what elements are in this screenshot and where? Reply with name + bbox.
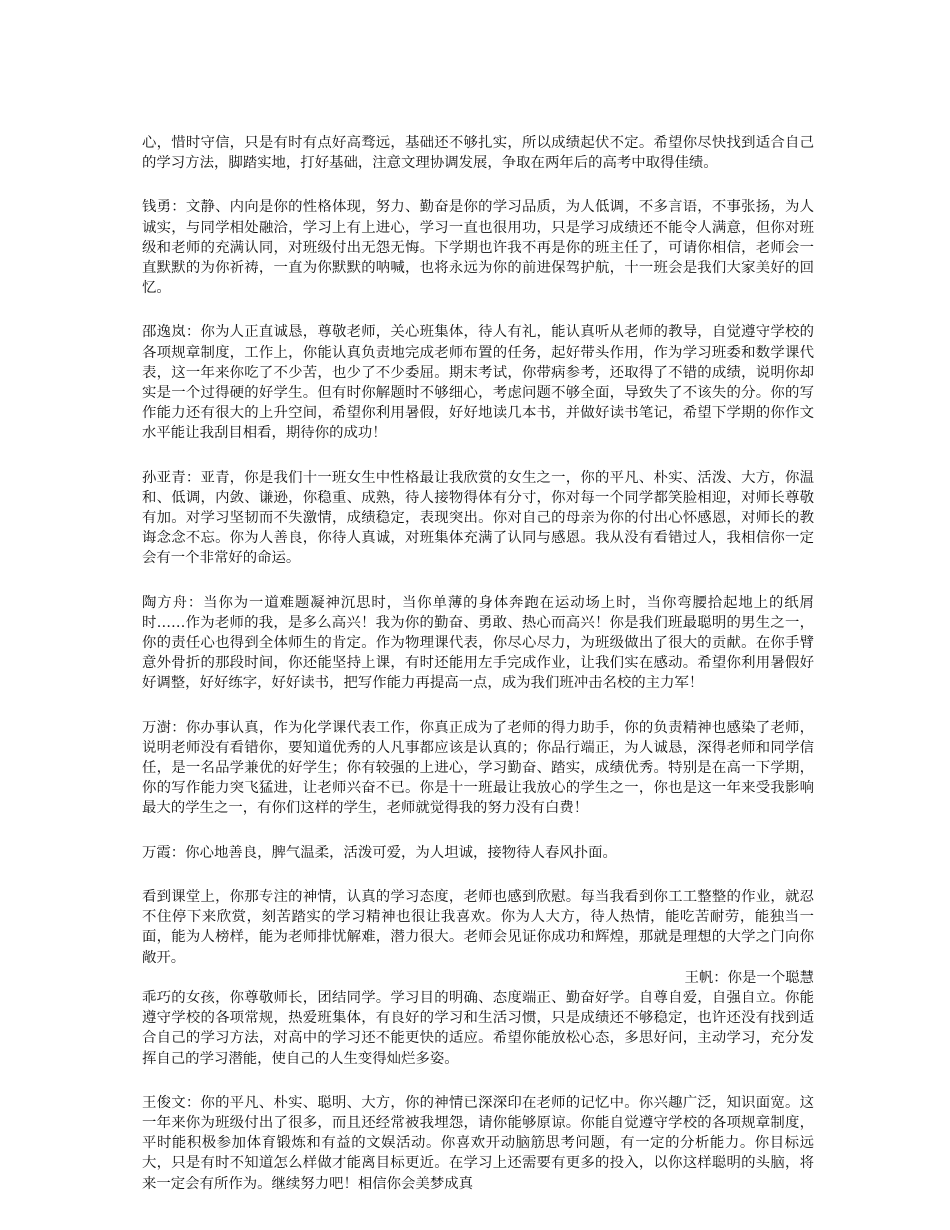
document-body <box>142 133 814 1218</box>
paragraph-wanxia: 万霞：你心地善良，脾气温柔，活泼可爱，为人坦诚，接物待人春风扑面。 <box>142 844 617 861</box>
paragraph-wangjunwen: 王俊文：你的平凡、朴实、聪明、大方，你的神情已深深印在老师的记忆中。你兴趣广泛，知识面宽。这一年来你为班级付出了很多，而且还经常被我埋怨，请你能够原谅。你能自觉遵守学校的各项规章制度，平时能积极参加体育锻炼和有益的文娱活动。你喜欢开动脑筋思考问题，有一定的分析能力。你目标远大，只是有时不知道怎么样做才能离目标更近。在学习上还需要有更多的投入，以你这样聪明的头脑，将来一定会有所作为。继续努力吧！相信你会美梦成真 <box>142 1094 814 1192</box>
paragraph-sunyaqing: 孙亚青：亚青，你是我们十一班女生中性格最让我欣赏的女生之一，你的平凡、朴实、活泼、大方，你温和、低调，内敛、谦逊，你稳重、成熟，待人接物得体有分寸，你对每一个同学都笑脸相迎，对师长尊敬有加。对学习坚韧而不失激情，成绩稳定，表现突出。你对自己的母亲为你的付出心怀感恩，对师长的教诲念念不忘。你为人善良，你待人真诚，对班集体充满了认同与感恩。我从没有看错过人，我相信你一定会有一个非常好的命运。 <box>142 469 814 567</box>
paragraph-wanshu: 万澍：你办事认真，作为化学课代表工作，你真正成为了老师的得力助手，你的负责精神也感染了老师，说明老师没有看错你，要知道优秀的人凡事都应该是认真的；你品行端正，为人诚恳，深得老师和同学信任，是一名品学兼优的好学生；你有较强的上进心，学习勤奋、踏实，成绩优秀。特别是在高一下学期，你的写作能力突飞猛进，让老师兴奋不已。你是十一班最让我放心的学生之一，你也是这一年来受我影响最大的学生之一，有你们这样的学生，老师就觉得我的努力没有白费！ <box>142 719 814 817</box>
paragraph-wangfan-heading: 王帆：你是一个聪慧 <box>684 969 814 986</box>
paragraph-wangfan: 乖巧的女孩，你尊敬师长，团结同学。学习目的明确、态度端正、勤奋好学。自尊自爱，自强自立。你能遵守学校的各项常规，热爱班集体，有良好的学习和生活习惯，只是成绩还不够稳定，也许还没有找到适合自己的学习方法，对高中的学习还不能更快的适应。希望你能放松心态，多思好问，主动学习，充分发挥自己的学习潜能，使自己的人生变得灿烂多姿。 <box>142 989 814 1067</box>
paragraph-shaoyilan: 邵逸岚：你为人正直诚恳，尊敬老师，关心班集体，待人有礼，能认真听从老师的教导，自觉遵守学校的各项规章制度，工作上，你能认真负责地完成老师布置的任务，起好带头作用，作为学习班委和数学课代表，这一年来你吃了不少苦，也少了不少委屈。期末考试，你带病参考，还取得了不错的成绩，说明你却实是一个过得硬的好学生。但有时你解题时不够细心，考虑问题不够全面，导致失了不该失的分。你的写作能力还有很大的上升空间，希望你利用暑假，好好地读几本书，并做好读书笔记，希望下学期的你作文水平能让我刮目相看，期待你的成功！ <box>142 324 814 442</box>
paragraph-intro-continuation: 心，惜时守信，只是有时有点好高骛远，基础还不够扎实，所以成绩起伏不定。希望你尽快找到适合自己的学习方法，脚踏实地，打好基础，注意文理协调发展，争取在两年后的高考中取得佳绩。 <box>142 135 814 172</box>
paragraph-wanxia-continued: 看到课堂上，你那专注的神情，认真的学习态度，老师也感到欣慰。每当我看到你工工整整的作业，就忍不住停下来欣赏，刻苦踏实的学习精神也很让我喜欢。你为人大方，待人热情，能吃苦耐劳，能独当一面，能为人榜样，能为老师排忧解难，潜力很大。老师会见证你成功和辉煌，那就是理想的大学之门向你敞开。 <box>142 888 814 966</box>
paragraph-qianyong: 钱勇：文静、内向是你的性格体现，努力、勤奋是你的学习品质，为人低调，不多言语，不事张扬，为人诚实，与同学相处融洽，学习上有上进心，学习一直也很用功，只是学习成绩还不能令人满意，但你对班级和老师的充满认同，对班级付出无怨无悔。下学期也许我不再是你的班主任了，可请你相信，老师会一直默默的为你祈祷，一直为你默默的呐喊，也将永远为你的前进保驾护航，十一班会是我们大家美好的回忆。 <box>142 199 814 297</box>
paragraph-taofangzhou: 陶方舟：当你为一道难题凝神沉思时，当你单薄的身体奔跑在运动场上时，当你弯腰拾起地上的纸屑时……作为老师的我，是多么高兴！我为你的勤奋、勇敢、热心而高兴！你是我们班最聪明的男生之一，你的责任心也得到全体师生的肯定。作为物理课代表，你尽心尽力，为班级做出了很大的贡献。在你手臂意外骨折的那段时间，你还能坚持上课，有时还能用左手完成作业，让我们实在感动。希望你利用暑假好好调整，好好练字，好好读书，把写作能力再提高一点，成为我们班冲击名校的主力军！ <box>142 594 814 692</box>
